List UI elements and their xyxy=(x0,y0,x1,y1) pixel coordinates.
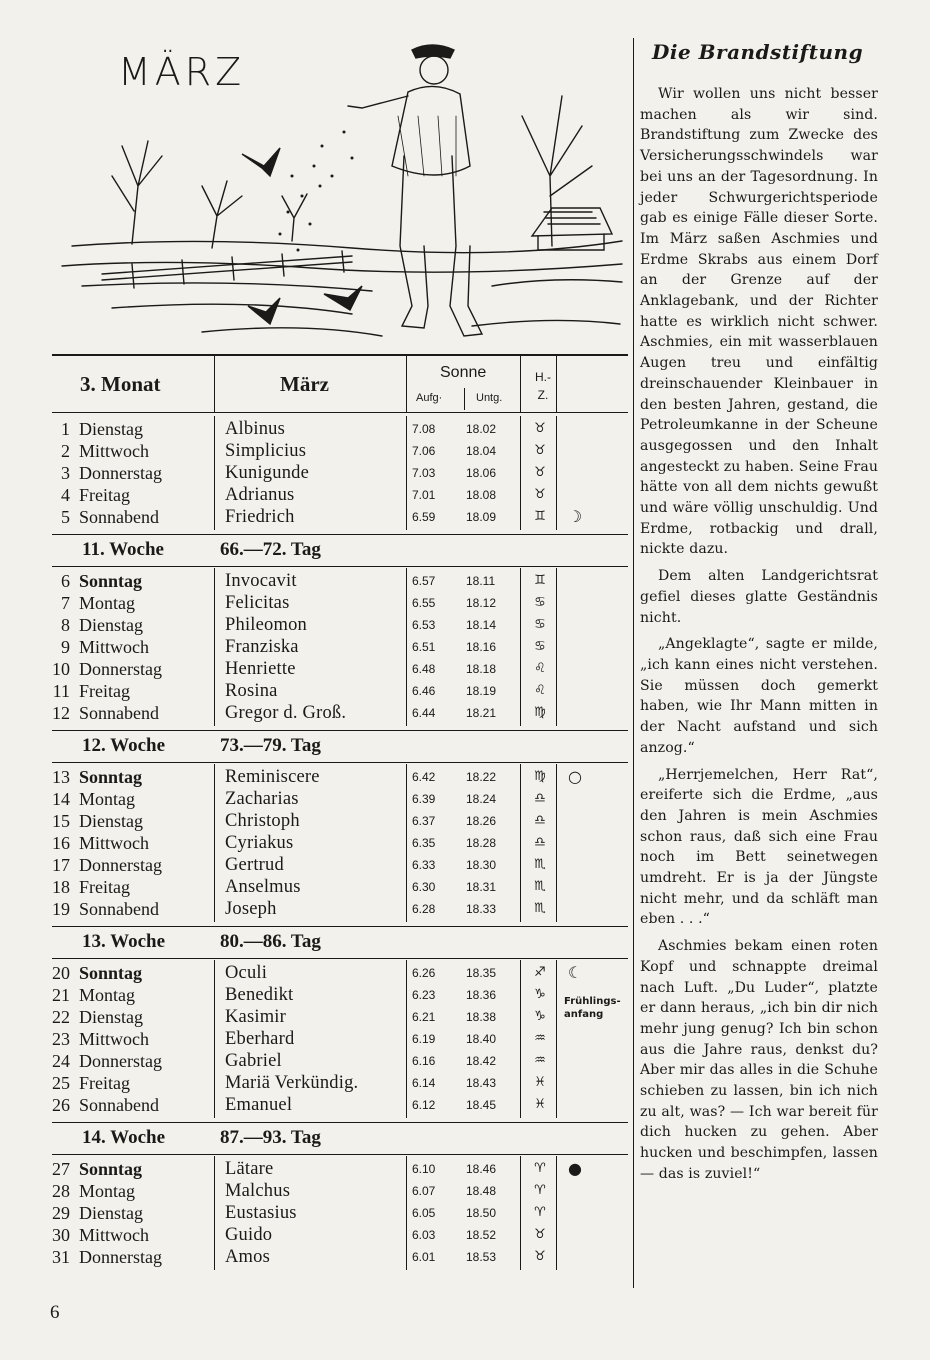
day-number: 14 xyxy=(52,789,70,809)
sunrise-time: 7.06 xyxy=(412,444,436,458)
week-day-range: 87.—93. Tag xyxy=(220,1127,321,1148)
sunset-time: 18.30 xyxy=(466,858,497,872)
zodiac-icon: ♏ xyxy=(534,879,546,894)
day-number: 22 xyxy=(52,1007,70,1027)
sunrise-time: 6.07 xyxy=(412,1184,436,1198)
weekday: Sonntag xyxy=(79,963,143,983)
sunrise-time: 6.57 xyxy=(412,574,436,588)
weekday: Mittwoch xyxy=(79,637,149,657)
day-number: 30 xyxy=(52,1225,70,1245)
zodiac-icon: ♐ xyxy=(534,965,546,980)
weekday: Donnerstag xyxy=(79,659,162,679)
day-row xyxy=(52,810,628,832)
sunset-time: 18.18 xyxy=(466,662,497,676)
sunrise-time: 6.01 xyxy=(412,1250,436,1264)
sunset-time: 18.02 xyxy=(466,422,497,436)
sunset-time: 18.36 xyxy=(466,988,497,1002)
zodiac-icon: ♒ xyxy=(534,1053,546,1068)
day-number: 15 xyxy=(52,811,70,831)
day-row xyxy=(52,854,628,876)
sunset-time: 18.16 xyxy=(466,640,497,654)
column-rule xyxy=(556,568,557,726)
day-row xyxy=(52,962,628,984)
column-rule xyxy=(406,416,407,530)
column-rule xyxy=(406,764,407,922)
sunset-time: 18.04 xyxy=(466,444,497,458)
sunset-time: 18.53 xyxy=(466,1250,497,1264)
zodiac-icon: ♊ xyxy=(534,509,546,524)
zodiac-icon: ♏ xyxy=(534,857,546,872)
day-number: 5 xyxy=(61,507,70,527)
sunrise-time: 6.42 xyxy=(412,770,436,784)
weekday: Montag xyxy=(79,593,135,613)
week-rule-top xyxy=(52,730,628,731)
header-sunrise: Aufg· xyxy=(416,392,443,404)
sunrise-time: 6.53 xyxy=(412,618,436,632)
sunset-time: 18.43 xyxy=(466,1076,497,1090)
week-day-range: 80.—86. Tag xyxy=(220,931,321,952)
name-day: Guido xyxy=(225,1225,273,1245)
week-rule-bottom xyxy=(52,566,628,567)
day-number: 21 xyxy=(52,985,70,1005)
column-rule xyxy=(214,764,215,922)
day-row xyxy=(52,1028,628,1050)
sunrise-time: 6.19 xyxy=(412,1032,436,1046)
story-title: Die Brandstiftung xyxy=(652,40,864,64)
day-row xyxy=(52,1158,628,1180)
day-number: 26 xyxy=(52,1095,70,1115)
sunset-time: 18.12 xyxy=(466,596,497,610)
zodiac-icon: ♊ xyxy=(534,573,546,588)
zodiac-icon: ♏ xyxy=(534,901,546,916)
sunrise-time: 6.14 xyxy=(412,1076,436,1090)
column-rule xyxy=(556,416,557,530)
column-rule xyxy=(556,1156,557,1270)
weekday: Dienstag xyxy=(79,811,143,831)
day-row xyxy=(52,1072,628,1094)
weekday: Sonntag xyxy=(79,767,143,787)
name-day: Kunigunde xyxy=(225,463,310,483)
day-row xyxy=(52,1224,628,1246)
weekday: Montag xyxy=(79,985,135,1005)
sunrise-time: 6.46 xyxy=(412,684,436,698)
day-number: 27 xyxy=(52,1159,70,1179)
sower-illustration xyxy=(52,36,624,354)
day-row xyxy=(52,898,628,920)
column-rule xyxy=(520,568,521,726)
name-day: Benedikt xyxy=(225,985,294,1005)
sunset-time: 18.28 xyxy=(466,836,497,850)
day-number: 10 xyxy=(52,659,70,679)
sunset-time: 18.33 xyxy=(466,902,497,916)
week-row xyxy=(52,929,628,955)
name-day: Amos xyxy=(225,1247,270,1267)
week-row xyxy=(52,1125,628,1151)
day-row xyxy=(52,984,628,1006)
week-rule-top xyxy=(52,1122,628,1123)
sunrise-time: 6.48 xyxy=(412,662,436,676)
day-row xyxy=(52,788,628,810)
column-divider xyxy=(633,38,634,1288)
day-row xyxy=(52,1050,628,1072)
column-rule xyxy=(556,764,557,922)
week-label: 12. Woche xyxy=(82,735,166,756)
day-number: 13 xyxy=(52,767,70,787)
sunrise-time: 6.26 xyxy=(412,966,436,980)
day-row xyxy=(52,592,628,614)
header-zodiac: H.- Z. xyxy=(535,370,551,402)
sunset-time: 18.40 xyxy=(466,1032,497,1046)
zodiac-icon: ♈ xyxy=(534,1183,546,1198)
weekday: Mittwoch xyxy=(79,441,149,461)
weekday: Donnerstag xyxy=(79,1051,162,1071)
day-row xyxy=(52,614,628,636)
zodiac-icon: ♓ xyxy=(534,1075,546,1090)
weekday: Freitag xyxy=(79,877,130,897)
weekday: Sonnabend xyxy=(79,703,159,723)
sunset-time: 18.24 xyxy=(466,792,497,806)
column-rule xyxy=(406,960,407,1118)
day-number: 18 xyxy=(52,877,70,897)
day-number: 11 xyxy=(52,681,70,701)
name-day: Reminiscere xyxy=(225,767,320,787)
name-day: Franziska xyxy=(225,637,299,657)
name-day: Mariä Verkündig. xyxy=(225,1073,359,1093)
day-row xyxy=(52,832,628,854)
sunrise-time: 6.12 xyxy=(412,1098,436,1112)
name-day: Anselmus xyxy=(225,877,301,897)
zodiac-icon: ♉ xyxy=(534,1249,546,1264)
sunrise-time: 6.21 xyxy=(412,1010,436,1024)
sunrise-time: 6.30 xyxy=(412,880,436,894)
sunrise-time: 6.37 xyxy=(412,814,436,828)
name-day: Gabriel xyxy=(225,1051,282,1071)
day-number: 23 xyxy=(52,1029,70,1049)
header-month-name: März xyxy=(280,372,329,396)
weekday: Montag xyxy=(79,789,135,809)
story-paragraph: „Angeklagte“, sagte er milde, „ich kann eines nicht verstehen. Sie müssen doch gemerkt haben, wie Ihr Mann mitten in der Nacht aufstand und sich anzog.“ xyxy=(640,636,878,756)
sunset-time: 18.38 xyxy=(466,1010,497,1024)
day-row xyxy=(52,680,628,702)
name-day: Albinus xyxy=(225,419,285,439)
weekday: Dienstag xyxy=(79,1203,143,1223)
sunset-time: 18.09 xyxy=(466,510,497,524)
week-rule-top xyxy=(52,926,628,927)
sunset-time: 18.11 xyxy=(466,574,496,588)
day-row xyxy=(52,484,628,506)
sunset-time: 18.14 xyxy=(466,618,497,632)
sunrise-time: 6.51 xyxy=(412,640,436,654)
sunrise-time: 6.55 xyxy=(412,596,436,610)
day-number: 17 xyxy=(52,855,70,875)
weekday: Montag xyxy=(79,1181,135,1201)
column-rule xyxy=(214,1156,215,1270)
zodiac-icon: ♍ xyxy=(534,705,546,720)
weekday: Sonnabend xyxy=(79,507,159,527)
sunset-time: 18.48 xyxy=(466,1184,497,1198)
day-number: 24 xyxy=(52,1051,70,1071)
sunrise-time: 6.10 xyxy=(412,1162,436,1176)
header-month-number: 3. Monat xyxy=(80,372,161,396)
moon-phase-icon: ☽ xyxy=(567,507,583,526)
column-rule xyxy=(520,416,521,530)
week-day-range: 66.—72. Tag xyxy=(220,539,321,560)
zodiac-icon: ♋ xyxy=(534,595,546,610)
zodiac-icon: ♑ xyxy=(534,1009,546,1024)
sunset-time: 18.19 xyxy=(466,684,497,698)
day-number: 29 xyxy=(52,1203,70,1223)
zodiac-icon: ♎ xyxy=(534,835,546,850)
name-day: Rosina xyxy=(225,681,278,701)
story-paragraph: Wir wollen uns nicht besser machen als wir sind. Brandstiftung zum Zwecke des Versicherungsschwindels war bei uns an der Tagesordnung. In jeder Schwurgerichtsperiode gab es einige Fälle dieser Sorte. Im März saßen Aschmies und Erdme Skrabs aus einem Dorf an der Grenze auf der Anklagebank, und der Richter hatte es wirklich nicht schwer. Aschmies, ein mit wasserblauen Augen treu und einfältig dreinschauender Kleinbauer in den besten Jahren, gestand, die Petroleumkanne in der Scheune ausgegossen und den Inhalt angesteckt zu haben. Seine Frau hätte von all dem nichts gewußt und wäre völlig unschuldig. Und Erdme, rotbackig und drall, nickte dazu. xyxy=(640,86,879,558)
sunrise-time: 6.39 xyxy=(412,792,436,806)
name-day: Eberhard xyxy=(225,1029,295,1049)
sunset-time: 18.22 xyxy=(466,770,497,784)
day-row xyxy=(52,570,628,592)
day-number: 4 xyxy=(61,485,70,505)
day-row xyxy=(52,1094,628,1116)
name-day: Oculi xyxy=(225,963,268,983)
sunset-time: 18.21 xyxy=(466,706,497,720)
day-number: 28 xyxy=(52,1181,70,1201)
sunset-time: 18.06 xyxy=(466,466,497,480)
name-day: Joseph xyxy=(225,899,277,919)
name-day: Felicitas xyxy=(225,593,290,613)
name-day: Christoph xyxy=(225,811,300,831)
column-rule xyxy=(406,1156,407,1270)
zodiac-icon: ♑ xyxy=(534,987,546,1002)
day-number: 25 xyxy=(52,1073,70,1093)
column-rule xyxy=(214,960,215,1118)
sunset-time: 18.31 xyxy=(466,880,497,894)
sunset-time: 18.45 xyxy=(466,1098,497,1112)
day-number: 8 xyxy=(61,615,70,635)
month-title: MÄRZ xyxy=(118,50,246,94)
week-rule-bottom xyxy=(52,1154,628,1155)
name-day: Eustasius xyxy=(225,1203,297,1223)
name-day: Phileomon xyxy=(225,615,307,635)
day-number: 16 xyxy=(52,833,70,853)
name-day: Lätare xyxy=(225,1159,274,1179)
sunrise-time: 6.28 xyxy=(412,902,436,916)
name-day: Gertrud xyxy=(225,855,284,875)
zodiac-icon: ♎ xyxy=(534,791,546,806)
day-number: 20 xyxy=(52,963,70,983)
zodiac-icon: ♓ xyxy=(534,1097,546,1112)
weekday: Donnerstag xyxy=(79,1247,162,1267)
sunrise-time: 6.23 xyxy=(412,988,436,1002)
weekday: Sonntag xyxy=(79,1159,143,1179)
sunrise-time: 6.59 xyxy=(412,510,436,524)
moon-phase-icon: ● xyxy=(568,1159,582,1178)
day-row xyxy=(52,1202,628,1224)
day-row xyxy=(52,876,628,898)
day-number: 19 xyxy=(52,899,70,919)
sunrise-time: 6.03 xyxy=(412,1228,436,1242)
day-row xyxy=(52,440,628,462)
weekday: Sonnabend xyxy=(79,1095,159,1115)
zodiac-icon: ♉ xyxy=(534,487,546,502)
weekday: Dienstag xyxy=(79,419,143,439)
day-number: 9 xyxy=(61,637,70,657)
day-row xyxy=(52,1180,628,1202)
day-number: 3 xyxy=(61,463,70,483)
zodiac-icon: ♉ xyxy=(534,443,546,458)
zodiac-icon: ♉ xyxy=(534,465,546,480)
weekday: Mittwoch xyxy=(79,1225,149,1245)
name-day: Invocavit xyxy=(225,571,297,591)
spring-start-note: Frühlings- anfang xyxy=(564,996,621,1020)
name-day: Kasimir xyxy=(225,1007,287,1027)
week-label: 14. Woche xyxy=(82,1127,166,1148)
name-day: Emanuel xyxy=(225,1095,293,1115)
week-rule-bottom xyxy=(52,958,628,959)
zodiac-icon: ♉ xyxy=(534,421,546,436)
sunset-time: 18.46 xyxy=(466,1162,497,1176)
name-day: Simplicius xyxy=(225,441,307,461)
name-day: Malchus xyxy=(225,1181,291,1201)
weekday: Donnerstag xyxy=(79,855,162,875)
zodiac-icon: ♉ xyxy=(534,1227,546,1242)
sunrise-time: 6.35 xyxy=(412,836,436,850)
day-number: 1 xyxy=(61,419,70,439)
name-day: Henriette xyxy=(225,659,296,679)
day-row xyxy=(52,766,628,788)
day-row xyxy=(52,1006,628,1028)
day-row xyxy=(52,418,628,440)
day-number: 2 xyxy=(61,441,70,461)
name-day: Zacharias xyxy=(225,789,299,809)
name-day: Adrianus xyxy=(225,485,295,505)
zodiac-icon: ♈ xyxy=(534,1205,546,1220)
moon-phase-icon: ○ xyxy=(568,767,582,786)
week-label: 13. Woche xyxy=(82,931,166,952)
header-sunset: Untg. xyxy=(476,392,503,404)
weekday: Dienstag xyxy=(79,1007,143,1027)
sunset-time: 18.42 xyxy=(466,1054,497,1068)
story-paragraph: Dem alten Landgerichtsrat gefiel dieses glatte Geständnis nicht. xyxy=(640,568,878,626)
zodiac-icon: ♒ xyxy=(534,1031,546,1046)
zodiac-icon: ♌ xyxy=(534,661,546,676)
week-label: 11. Woche xyxy=(82,539,164,560)
day-number: 7 xyxy=(61,593,70,613)
story-text xyxy=(640,84,878,1191)
weekday: Mittwoch xyxy=(79,1029,149,1049)
week-day-range: 73.—79. Tag xyxy=(220,735,321,756)
column-rule xyxy=(520,960,521,1118)
header-sun: Sonne xyxy=(440,364,487,381)
zodiac-icon: ♎ xyxy=(534,813,546,828)
zodiac-icon: ♍ xyxy=(534,769,546,784)
weekday: Donnerstag xyxy=(79,463,162,483)
name-day: Gregor d. Groß. xyxy=(225,703,347,723)
name-day: Friedrich xyxy=(225,507,295,527)
sunrise-time: 7.08 xyxy=(412,422,436,436)
day-row xyxy=(52,636,628,658)
day-row xyxy=(52,506,628,528)
weekday: Dienstag xyxy=(79,615,143,635)
zodiac-icon: ♌ xyxy=(534,683,546,698)
sunrise-time: 7.01 xyxy=(412,488,436,502)
column-rule xyxy=(214,416,215,530)
sunrise-time: 6.44 xyxy=(412,706,436,720)
sunset-time: 18.52 xyxy=(466,1228,497,1242)
week-row xyxy=(52,733,628,759)
day-row xyxy=(52,462,628,484)
week-row xyxy=(52,537,628,563)
zodiac-icon: ♋ xyxy=(534,617,546,632)
day-number: 6 xyxy=(61,571,70,591)
sunrise-time: 6.33 xyxy=(412,858,436,872)
column-rule xyxy=(556,960,557,1118)
sunset-time: 18.26 xyxy=(466,814,497,828)
story-paragraph: Aschmies bekam einen roten Kopf und schnappte dreimal nach Luft. „Du Luder“, platzte er dann heraus, „ich bin dir nich mehr jung genug? Ich bin schon aus die Jahre raus, denkst du? Aber mir das alles in die Schuhe schieben zu lassen, bin ich nich zu alt, was? — Ich war bereit für dich hucken zu gehen. Aber hucken und beschimpfen, lassen — das is zuviel!“ xyxy=(640,938,878,1182)
name-day: Cyriakus xyxy=(225,833,294,853)
weekday: Freitag xyxy=(79,1073,130,1093)
day-row xyxy=(52,658,628,680)
weekday: Sonnabend xyxy=(79,899,159,919)
day-row xyxy=(52,702,628,724)
page-number: 6 xyxy=(50,1302,60,1323)
sunrise-time: 6.16 xyxy=(412,1054,436,1068)
column-rule xyxy=(406,568,407,726)
calendar-table xyxy=(52,354,628,1284)
sunrise-time: 7.03 xyxy=(412,466,436,480)
column-rule xyxy=(520,764,521,922)
sunrise-time: 6.05 xyxy=(412,1206,436,1220)
weekday: Freitag xyxy=(79,485,130,505)
weekday: Sonntag xyxy=(79,571,143,591)
zodiac-icon: ♋ xyxy=(534,639,546,654)
zodiac-icon: ♈ xyxy=(534,1161,546,1176)
column-rule xyxy=(214,568,215,726)
weekday: Mittwoch xyxy=(79,833,149,853)
weekday: Freitag xyxy=(79,681,130,701)
column-rule xyxy=(520,1156,521,1270)
moon-phase-icon: ☾ xyxy=(567,963,583,982)
story-paragraph: „Herrjemelchen, Herr Rat“, ereiferte sich die Erdme, „aus den Jahren is mein Aschmies schon raus, daß sich eine Frau noch im Bett seinetwegen umdreht. Er is ja der Jüngste nicht mehr, und da schläft man eben . . .“ xyxy=(640,766,878,928)
day-row xyxy=(52,1246,628,1268)
week-rule-bottom xyxy=(52,762,628,763)
sunset-time: 18.35 xyxy=(466,966,497,980)
week-rule-top xyxy=(52,534,628,535)
day-number: 12 xyxy=(52,703,70,723)
day-number: 31 xyxy=(52,1247,70,1267)
sunset-time: 18.08 xyxy=(466,488,497,502)
sunset-time: 18.50 xyxy=(466,1206,497,1220)
